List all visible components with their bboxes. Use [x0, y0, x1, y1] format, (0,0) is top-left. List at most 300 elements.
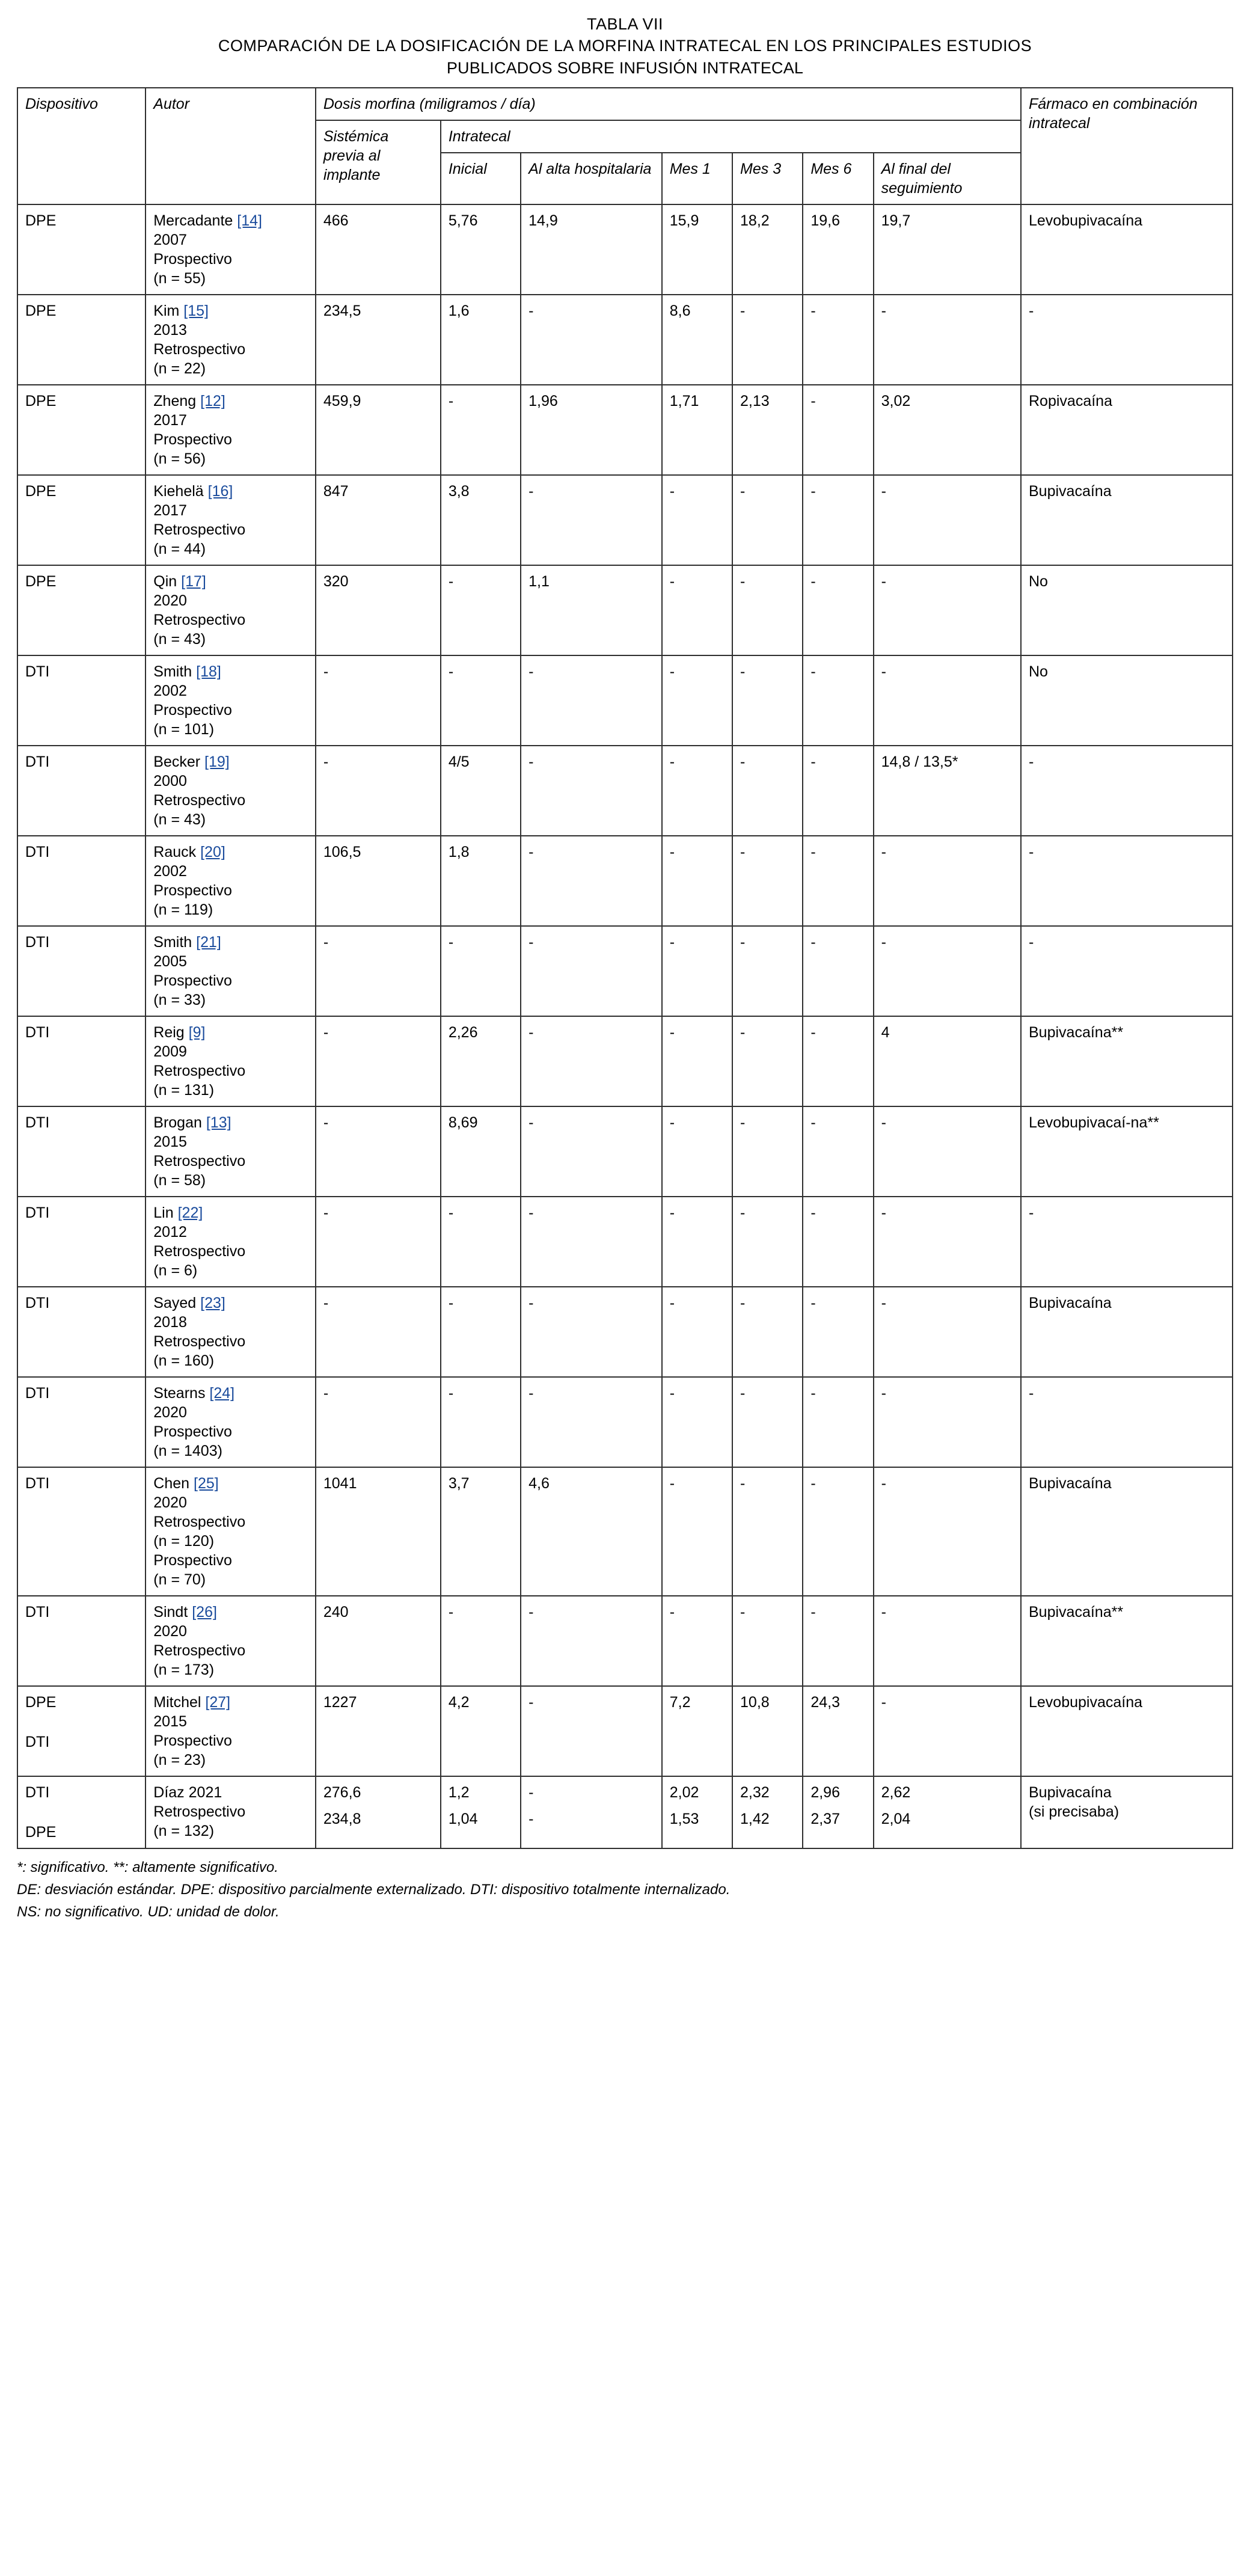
cell-mes3: -: [732, 295, 803, 385]
cell-dispositivo: DTI: [17, 746, 146, 836]
study-n: (n = 101): [153, 721, 215, 738]
author-year: 2015: [153, 1133, 187, 1151]
cell-inicial: 2,26: [441, 1016, 521, 1106]
author-name: Sindt [26]: [153, 1604, 217, 1621]
cell-autor: [146, 204, 316, 295]
cell-mes1: 15,9: [662, 204, 732, 295]
cell-farmaco: Bupivacaína**: [1021, 1016, 1233, 1106]
table-row: [17, 1686, 1233, 1776]
cell-farmaco: Bupivacaína: [1021, 1467, 1233, 1596]
reference-link[interactable]: [27]: [205, 1694, 231, 1711]
cell-alta: -: [521, 295, 662, 385]
cell-dispositivo: DTI: [17, 1287, 146, 1377]
cell-mes3: -: [732, 836, 803, 926]
cell-final: -: [874, 565, 1021, 655]
header-final: Al final del seguimiento: [874, 153, 1021, 204]
study-n: (n = 120): [153, 1533, 215, 1550]
study-n-2: (n = 70): [153, 1571, 206, 1589]
study-type: Retrospectivo: [153, 1063, 246, 1080]
reference-link[interactable]: [14]: [237, 212, 262, 230]
reference-link[interactable]: [15]: [183, 302, 209, 320]
cell-inicial: -: [441, 1377, 521, 1467]
header-farmaco: Fármaco en combinación intratecal: [1021, 88, 1233, 204]
cell-dispositivo: DTI: [17, 926, 146, 1016]
author-name: Sayed [23]: [153, 1295, 225, 1312]
reference-link[interactable]: [16]: [207, 483, 233, 500]
cell-sistemica: -: [316, 655, 441, 746]
cell-mes6: 19,6: [803, 204, 873, 295]
author-year: 2017: [153, 412, 187, 429]
cell-farmaco: Levobupivacaína: [1021, 204, 1233, 295]
cell-autor: [146, 655, 316, 746]
cell-autor: [146, 385, 316, 475]
cell-inicial: -: [441, 565, 521, 655]
reference-link[interactable]: [9]: [188, 1024, 206, 1041]
cell-dispositivo: DTI: [17, 655, 146, 746]
author-year: 2002: [153, 682, 187, 700]
cell-mes3: -: [732, 926, 803, 1016]
header-sistemica: Sistémica previa al implante: [316, 120, 441, 204]
cell-dispositivo: DTI: [17, 1106, 146, 1197]
author-name: Kiehelä [16]: [153, 483, 233, 500]
cell-final: 3,02: [874, 385, 1021, 475]
cell-farmaco: Bupivacaína (si precisaba): [1021, 1776, 1233, 1848]
study-type: Retrospectivo: [153, 1513, 246, 1531]
header-inicial: Inicial: [441, 153, 521, 204]
study-type: Prospectivo: [153, 702, 232, 719]
table-row: [17, 475, 1233, 565]
cell-farmaco: -: [1021, 1377, 1233, 1467]
cell-alta: -: [521, 1377, 662, 1467]
cell-mes6: -: [803, 1596, 873, 1686]
table-row: [17, 204, 1233, 295]
reference-link[interactable]: [22]: [177, 1204, 203, 1222]
cell-alta: - -: [521, 1776, 662, 1848]
cell-alta: 1,96: [521, 385, 662, 475]
cell-autor: [146, 295, 316, 385]
cell-mes3: -: [732, 1106, 803, 1197]
cell-dispositivo: DTI: [17, 1197, 146, 1287]
cell-mes1: 8,6: [662, 295, 732, 385]
cell-farmaco: -: [1021, 1197, 1233, 1287]
cell-mes3: 2,32 1,42: [732, 1776, 803, 1848]
table-row: [17, 1016, 1233, 1106]
cell-inicial: -: [441, 655, 521, 746]
table-title-line1: COMPARACIÓN DE LA DOSIFICACIÓN DE LA MORFINA INTRATECAL EN LOS PRINCIPALES ESTUDIOS: [218, 37, 1032, 55]
cell-mes6: -: [803, 1016, 873, 1106]
cell-autor: [146, 1287, 316, 1377]
cell-sistemica: 1041: [316, 1467, 441, 1596]
header-mes6: Mes 6: [803, 153, 873, 204]
reference-link[interactable]: [26]: [192, 1604, 217, 1621]
cell-inicial: 1,2 1,04: [441, 1776, 521, 1848]
cell-farmaco: No: [1021, 655, 1233, 746]
cell-mes1: -: [662, 1106, 732, 1197]
cell-mes1: -: [662, 836, 732, 926]
cell-mes1: -: [662, 926, 732, 1016]
table-number: TABLA VII: [586, 15, 664, 33]
cell-farmaco: Levobupivacaína: [1021, 1686, 1233, 1776]
cell-sistemica: -: [316, 1287, 441, 1377]
table-row: [17, 746, 1233, 836]
cell-mes3: -: [732, 565, 803, 655]
author-year: 2005: [153, 953, 187, 971]
cell-sistemica: 847: [316, 475, 441, 565]
cell-farmaco: Bupivacaína: [1021, 1287, 1233, 1377]
cell-mes3: -: [732, 746, 803, 836]
table-body: [17, 204, 1233, 1848]
table-head: [17, 88, 1233, 204]
header-mes1: Mes 1: [662, 153, 732, 204]
cell-mes1: -: [662, 1287, 732, 1377]
cell-farmaco: Levobupivacaí-na**: [1021, 1106, 1233, 1197]
cell-alta: -: [521, 1016, 662, 1106]
cell-autor: [146, 1776, 316, 1848]
cell-alta: -: [521, 836, 662, 926]
study-n: (n = 131): [153, 1082, 215, 1099]
cell-sistemica: 106,5: [316, 836, 441, 926]
cell-mes1: 7,2: [662, 1686, 732, 1776]
cell-autor: [146, 1016, 316, 1106]
cell-final: -: [874, 1596, 1021, 1686]
cell-sistemica: 1227: [316, 1686, 441, 1776]
cell-mes1: -: [662, 1467, 732, 1596]
cell-farmaco: Bupivacaína**: [1021, 1596, 1233, 1686]
cell-alta: -: [521, 655, 662, 746]
cell-inicial: 4,2: [441, 1686, 521, 1776]
cell-inicial: -: [441, 1287, 521, 1377]
cell-final: 19,7: [874, 204, 1021, 295]
cell-sistemica: -: [316, 1106, 441, 1197]
author-name: Kim [15]: [153, 302, 209, 320]
study-n: (n = 33): [153, 992, 206, 1009]
cell-mes3: -: [732, 655, 803, 746]
cell-mes6: 2,96 2,37: [803, 1776, 873, 1848]
study-type-2: Prospectivo: [153, 1552, 232, 1569]
author-year: 2020: [153, 592, 187, 610]
table-row: [17, 926, 1233, 1016]
cell-dispositivo: DTI: [17, 1016, 146, 1106]
cell-farmaco: -: [1021, 746, 1233, 836]
cell-alta: 14,9: [521, 204, 662, 295]
cell-mes6: -: [803, 475, 873, 565]
reference-link[interactable]: [25]: [194, 1475, 219, 1492]
author-name: Stearns [24]: [153, 1385, 235, 1402]
cell-inicial: -: [441, 1596, 521, 1686]
footnote-1: *: significativo. **: altamente significativo.: [17, 1859, 278, 1876]
cell-alta: -: [521, 1686, 662, 1776]
table-title-block: [17, 13, 1233, 79]
author-year: 2000: [153, 773, 187, 790]
cell-sistemica: 240: [316, 1596, 441, 1686]
study-type: Prospectivo: [153, 1423, 232, 1441]
cell-dispositivo: DPE: [17, 385, 146, 475]
cell-sistemica: 276,6 234,8: [316, 1776, 441, 1848]
cell-sistemica: 234,5: [316, 295, 441, 385]
study-type: Prospectivo: [153, 431, 232, 449]
cell-mes1: -: [662, 565, 732, 655]
cell-alta: -: [521, 1596, 662, 1686]
table-row: [17, 836, 1233, 926]
table-row: [17, 1197, 1233, 1287]
cell-mes1: -: [662, 1197, 732, 1287]
cell-autor: [146, 1377, 316, 1467]
table-title-line2: PUBLICADOS SOBRE INFUSIÓN INTRATECAL: [446, 58, 804, 77]
study-n: (n = 1403): [153, 1443, 222, 1460]
author-name: Qin [17]: [153, 573, 206, 590]
cell-mes6: -: [803, 746, 873, 836]
study-type: Prospectivo: [153, 882, 232, 900]
author-name: Smith [21]: [153, 934, 221, 951]
cell-final: 2,62 2,04: [874, 1776, 1021, 1848]
author-name: Becker [19]: [153, 753, 230, 771]
cell-mes6: -: [803, 1377, 873, 1467]
author-name: Rauck [20]: [153, 844, 225, 861]
cell-mes1: 2,02 1,53: [662, 1776, 732, 1848]
cell-alta: -: [521, 1287, 662, 1377]
author-year: 2020: [153, 1404, 187, 1421]
author-year: 2007: [153, 232, 187, 249]
cell-final: -: [874, 1106, 1021, 1197]
cell-dispositivo: DTI: [17, 836, 146, 926]
cell-inicial: 5,76: [441, 204, 521, 295]
cell-farmaco: -: [1021, 836, 1233, 926]
study-n: (n = 43): [153, 811, 206, 829]
study-type: Retrospectivo: [153, 792, 246, 809]
study-type: Retrospectivo: [153, 1243, 246, 1260]
author-year: 2017: [153, 502, 187, 520]
cell-mes6: -: [803, 1467, 873, 1596]
author-year: 2013: [153, 322, 187, 339]
study-n: (n = 58): [153, 1172, 206, 1189]
reference-link[interactable]: [13]: [206, 1114, 231, 1132]
study-type: Prospectivo: [153, 251, 232, 268]
cell-dispositivo: DPE: [17, 565, 146, 655]
study-type: Prospectivo: [153, 1732, 232, 1750]
cell-mes1: -: [662, 746, 732, 836]
reference-link[interactable]: [17]: [181, 573, 206, 590]
cell-inicial: 8,69: [441, 1106, 521, 1197]
author-name: Brogan [13]: [153, 1114, 231, 1132]
cell-mes3: -: [732, 1287, 803, 1377]
cell-autor: [146, 475, 316, 565]
cell-autor: [146, 1686, 316, 1776]
cell-mes6: -: [803, 1287, 873, 1377]
cell-dispositivo: DTI: [17, 1377, 146, 1467]
cell-final: 14,8 / 13,5*: [874, 746, 1021, 836]
cell-sistemica: 459,9: [316, 385, 441, 475]
table-row: [17, 565, 1233, 655]
reference-link[interactable]: [18]: [196, 663, 221, 681]
cell-alta: -: [521, 746, 662, 836]
cell-alta: 4,6: [521, 1467, 662, 1596]
author-name: Zheng [12]: [153, 393, 225, 410]
cell-final: -: [874, 836, 1021, 926]
cell-dispositivo: DPE DTI: [17, 1686, 146, 1776]
study-n: (n = 43): [153, 631, 206, 648]
table-row: [17, 1596, 1233, 1686]
cell-final: -: [874, 1467, 1021, 1596]
table-row: [17, 1467, 1233, 1596]
author-year: 2020: [153, 1494, 187, 1512]
author-year: 2002: [153, 863, 187, 880]
cell-dispositivo: DTI: [17, 1467, 146, 1596]
cell-final: -: [874, 655, 1021, 746]
cell-inicial: 3,8: [441, 475, 521, 565]
cell-dispositivo: DTI DPE: [17, 1776, 146, 1848]
cell-final: -: [874, 1287, 1021, 1377]
study-n: (n = 160): [153, 1352, 215, 1370]
cell-dispositivo: DPE: [17, 475, 146, 565]
reference-link[interactable]: [20]: [200, 844, 225, 861]
header-dosis-group: Dosis morfina (miligramos / día): [316, 88, 1021, 120]
study-type: Retrospectivo: [153, 1803, 246, 1821]
cell-inicial: -: [441, 926, 521, 1016]
cell-autor: [146, 926, 316, 1016]
cell-mes6: 24,3: [803, 1686, 873, 1776]
cell-mes6: -: [803, 565, 873, 655]
cell-sistemica: -: [316, 1016, 441, 1106]
study-type: Retrospectivo: [153, 612, 246, 629]
cell-final: -: [874, 1197, 1021, 1287]
cell-mes6: -: [803, 385, 873, 475]
author-name: Chen [25]: [153, 1475, 219, 1492]
cell-autor: [146, 836, 316, 926]
study-n: (n = 6): [153, 1262, 198, 1280]
table-row: [17, 1377, 1233, 1467]
table-row: [17, 1287, 1233, 1377]
author-year: 2018: [153, 1314, 187, 1331]
study-n: (n = 44): [153, 541, 206, 558]
cell-final: 4: [874, 1016, 1021, 1106]
cell-mes6: -: [803, 655, 873, 746]
cell-sistemica: -: [316, 1377, 441, 1467]
reference-link[interactable]: [23]: [200, 1295, 225, 1312]
cell-autor: [146, 1467, 316, 1596]
cell-autor: [146, 1197, 316, 1287]
cell-farmaco: -: [1021, 926, 1233, 1016]
cell-final: -: [874, 475, 1021, 565]
study-n: (n = 23): [153, 1752, 206, 1769]
cell-mes6: -: [803, 295, 873, 385]
cell-autor: [146, 1596, 316, 1686]
cell-sistemica: -: [316, 926, 441, 1016]
author-year: 2020: [153, 1623, 187, 1640]
cell-inicial: 4/5: [441, 746, 521, 836]
cell-autor: [146, 746, 316, 836]
study-type: Retrospectivo: [153, 341, 246, 358]
cell-final: -: [874, 926, 1021, 1016]
author-name: Mitchel [27]: [153, 1694, 231, 1711]
cell-mes1: -: [662, 1377, 732, 1467]
cell-mes1: 1,71: [662, 385, 732, 475]
cell-autor: [146, 565, 316, 655]
reference-link[interactable]: [12]: [200, 393, 225, 410]
cell-mes3: 18,2: [732, 204, 803, 295]
cell-mes3: -: [732, 475, 803, 565]
cell-final: -: [874, 1377, 1021, 1467]
cell-sistemica: 320: [316, 565, 441, 655]
table-row: [17, 655, 1233, 746]
footnote-3: NS: no significativo. UD: unidad de dolor.: [17, 1903, 280, 1920]
cell-mes3: -: [732, 1467, 803, 1596]
cell-inicial: 3,7: [441, 1467, 521, 1596]
author-name: Reig [9]: [153, 1024, 206, 1041]
footnote-2: DE: desviación estándar. DPE: dispositivo parcialmente externalizado. DTI: dispositivo totalmente internalizado.: [17, 1881, 731, 1898]
cell-dispositivo: DPE: [17, 295, 146, 385]
cell-farmaco: Ropivacaína: [1021, 385, 1233, 475]
cell-mes6: -: [803, 836, 873, 926]
cell-alta: 1,1: [521, 565, 662, 655]
header-alta: Al alta hospitalaria: [521, 153, 662, 204]
header-autor: Autor: [146, 88, 316, 204]
study-n: (n = 56): [153, 450, 206, 468]
cell-inicial: -: [441, 385, 521, 475]
table-row: [17, 1106, 1233, 1197]
study-n: (n = 119): [153, 901, 213, 919]
header-intratecal-group: Intratecal: [441, 120, 1021, 153]
cell-alta: -: [521, 1106, 662, 1197]
cell-inicial: -: [441, 1197, 521, 1287]
header-dispositivo: Dispositivo: [17, 88, 146, 204]
author-name: Mercadante [14]: [153, 212, 262, 230]
reference-link[interactable]: [24]: [209, 1385, 235, 1402]
cell-dispositivo: DPE: [17, 204, 146, 295]
cell-sistemica: 466: [316, 204, 441, 295]
study-type: Retrospectivo: [153, 1333, 246, 1351]
cell-mes6: -: [803, 1106, 873, 1197]
cell-mes3: -: [732, 1596, 803, 1686]
cell-mes3: 2,13: [732, 385, 803, 475]
cell-mes3: 10,8: [732, 1686, 803, 1776]
cell-dispositivo: DTI: [17, 1596, 146, 1686]
cell-sistemica: -: [316, 1197, 441, 1287]
cell-inicial: 1,6: [441, 295, 521, 385]
study-n: (n = 22): [153, 360, 206, 378]
cell-inicial: 1,8: [441, 836, 521, 926]
table-row: [17, 295, 1233, 385]
cell-final: -: [874, 295, 1021, 385]
author-year: 2012: [153, 1224, 187, 1241]
table-row: [17, 385, 1233, 475]
study-type: Prospectivo: [153, 972, 232, 990]
header-row-1: [17, 88, 1233, 120]
comparison-table: [17, 87, 1233, 1849]
study-n: (n = 132): [153, 1823, 215, 1840]
cell-mes1: -: [662, 475, 732, 565]
cell-mes1: -: [662, 1596, 732, 1686]
cell-farmaco: No: [1021, 565, 1233, 655]
author-year: 2009: [153, 1043, 187, 1061]
cell-mes1: -: [662, 655, 732, 746]
author-name: Díaz 2021: [153, 1784, 222, 1802]
cell-farmaco: -: [1021, 295, 1233, 385]
reference-link[interactable]: [21]: [196, 934, 221, 951]
cell-alta: -: [521, 926, 662, 1016]
table-row: [17, 1776, 1233, 1848]
reference-link[interactable]: [19]: [204, 753, 230, 771]
study-type: Retrospectivo: [153, 521, 246, 539]
cell-alta: -: [521, 475, 662, 565]
author-name: Smith [18]: [153, 663, 221, 681]
cell-sistemica: -: [316, 746, 441, 836]
author-year: 2015: [153, 1713, 187, 1731]
study-n: (n = 55): [153, 270, 206, 287]
study-type: Retrospectivo: [153, 1642, 246, 1660]
cell-autor: [146, 1106, 316, 1197]
cell-final: -: [874, 1686, 1021, 1776]
study-n: (n = 173): [153, 1661, 215, 1679]
